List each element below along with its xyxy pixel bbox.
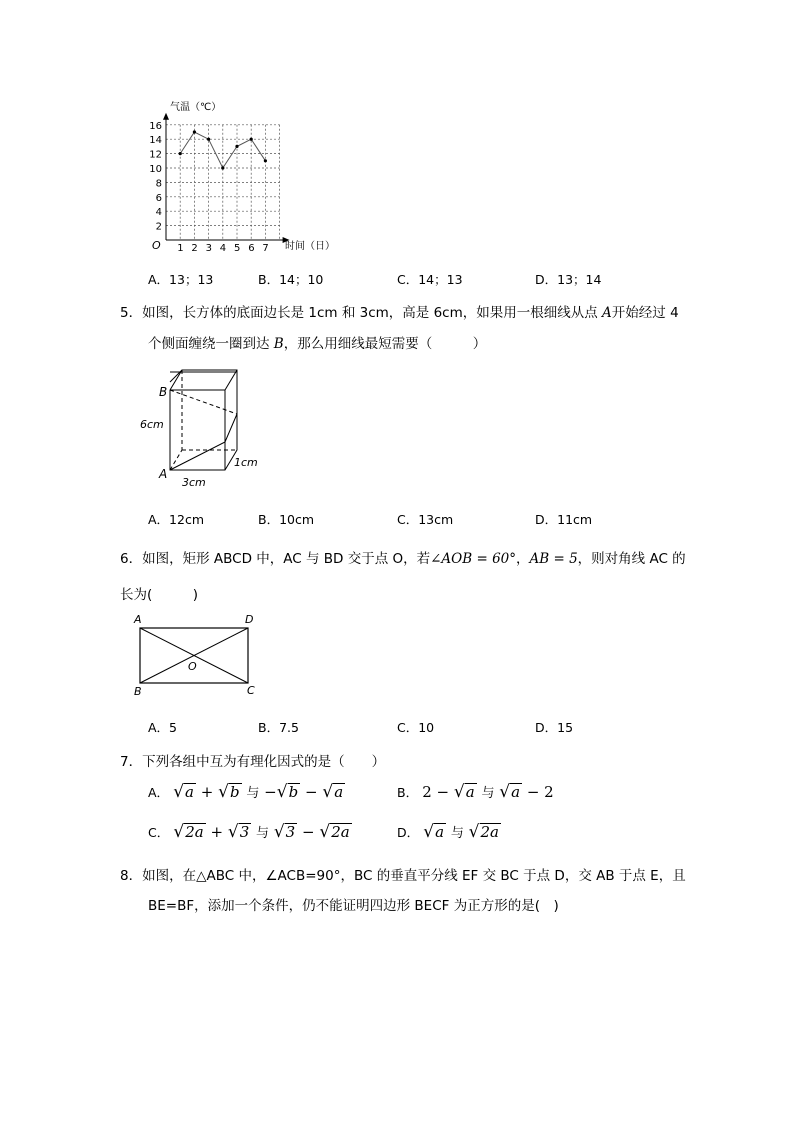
y-tick-label: 10 — [149, 164, 162, 175]
string-path-dashed — [170, 390, 237, 414]
data-point — [250, 138, 253, 141]
y-axis-arrow — [163, 113, 169, 120]
q7-option-c-expr: √2a + √3 与 √3 − √2a — [173, 822, 350, 842]
cuboid-top-right-edge — [225, 370, 237, 390]
data-point — [221, 166, 224, 169]
data-point — [264, 159, 267, 162]
data-point — [235, 145, 238, 148]
q6-text-1a: 6．如图，矩形 ABCD 中，AC 与 BD 交于点 O，若 — [120, 551, 431, 567]
q6-ab: AB = 5 — [529, 551, 578, 567]
rect-label-a: A — [134, 613, 142, 626]
temperature-line-chart — [140, 98, 340, 258]
chart-axes — [163, 113, 290, 243]
cuboid-label-a: A — [159, 467, 168, 481]
rect-label-c: C — [247, 684, 255, 697]
q8-stem-line1: 8．如图，在△ABC 中，∠ACB=90°，BC 的垂直平分线 EF 交 BC 于点 D，交 AB 于点 E，且 — [120, 868, 686, 884]
q6-option-b[interactable]: B．7.5 — [258, 720, 299, 735]
rect-label-d: D — [245, 613, 254, 626]
q5-option-b[interactable]: B．10cm — [258, 512, 315, 527]
y-tick-label: 2 — [155, 221, 162, 233]
q4-option-a[interactable]: A．13；13 — [148, 272, 214, 287]
q5-point-a: A — [602, 305, 612, 321]
q4-option-b[interactable]: B．14；10 — [258, 272, 324, 287]
x-tick-label: 3 — [205, 243, 212, 254]
cuboid-outline — [170, 370, 237, 470]
q7-option-b-expr: 2 − √a 与 √a − 2 — [422, 782, 554, 802]
q5-text-2b: ，那么用细线最短需要（ ） — [283, 336, 487, 352]
rect-label-o: O — [188, 660, 197, 673]
q6-stem-line2: 长为( ) — [120, 587, 199, 603]
data-point — [207, 138, 210, 141]
chart-x-axis-label: 时间（日） — [285, 241, 335, 252]
y-tick-label: 6 — [155, 192, 162, 204]
x-tick-label: 2 — [191, 243, 198, 254]
y-tick-label: 16 — [149, 120, 162, 132]
y-tick-label: 4 — [155, 207, 162, 219]
q6-text-1b: ，则对角线 AC 的 — [577, 551, 686, 567]
y-tick-label: 8 — [155, 178, 162, 190]
q7-option-d-label: D． — [397, 825, 420, 840]
cuboid-label-width: 3cm — [182, 476, 206, 489]
q5-option-c[interactable]: C．13cm — [397, 512, 454, 527]
q6-sep: ， — [516, 551, 530, 567]
q5-option-a[interactable]: A．12cm — [148, 512, 205, 527]
data-point — [193, 130, 196, 133]
x-tick-label: 7 — [262, 243, 269, 254]
x-tick-label: 6 — [248, 243, 255, 254]
q5-text-1b: 开始经过 4 — [611, 305, 679, 321]
q6-stem-line1 — [120, 547, 686, 567]
q7-option-c-label: C． — [148, 825, 170, 840]
q8-stem-line2: BE=BF，添加一个条件，仍不能证明四边形 BECF 为正方形的是( ) — [148, 898, 559, 914]
q5-text-2a: 个侧面缠绕一圈到达 — [148, 336, 274, 352]
q5-text-1a: 5．如图，长方体的底面边长是 1cm 和 3cm，高是 6cm，如果用一根细线从点 — [120, 305, 603, 321]
q7-option-a-label: A． — [148, 785, 170, 800]
q7-option-a-expr: √a + √b 与 −√b − √a — [173, 782, 344, 802]
data-point — [179, 152, 182, 155]
x-tick-label: 1 — [177, 243, 184, 254]
cuboid-label-b: B — [159, 385, 168, 399]
q5-stem-line2 — [148, 332, 486, 352]
x-tick-label: 4 — [219, 243, 227, 254]
q5-option-d[interactable]: D．11cm — [535, 512, 593, 527]
y-tick-label: 14 — [149, 135, 162, 147]
cuboid-figure — [140, 362, 260, 492]
q4-option-c[interactable]: C．14；13 — [397, 272, 463, 287]
q7-option-a[interactable] — [148, 782, 345, 802]
chart-origin-label: O — [152, 239, 161, 252]
cuboid-label-height: 6cm — [140, 418, 164, 431]
q6-angle: ∠AOB = 60° — [430, 551, 516, 567]
string-path-solid — [170, 414, 237, 470]
q7-option-c[interactable] — [148, 822, 352, 842]
cuboid-front-face — [170, 390, 225, 470]
q6-option-d[interactable]: D．15 — [535, 720, 574, 735]
q7-option-d[interactable] — [397, 822, 501, 842]
q7-option-b[interactable] — [397, 782, 554, 802]
q5-point-b: B — [273, 336, 284, 352]
chart-grid — [166, 125, 280, 240]
cuboid-label-depth: 1cm — [234, 456, 258, 469]
q7-stem: 7．下列各组中互为有理化因式的是（ ） — [120, 754, 386, 770]
y-tick-label: 12 — [149, 149, 162, 161]
rectangle-figure — [130, 610, 270, 700]
q4-option-d[interactable]: D．13；14 — [535, 272, 602, 287]
q7-option-d-expr: √a 与 √2a — [423, 822, 499, 842]
q5-stem-line1 — [120, 301, 679, 321]
chart-y-axis-label: 气温（℃） — [170, 102, 222, 113]
q6-option-c[interactable]: C．10 — [397, 720, 435, 735]
rect-label-b: B — [134, 685, 142, 698]
q6-option-a[interactable]: A．5 — [148, 720, 178, 735]
q7-option-b-label: B． — [397, 785, 419, 800]
x-tick-label: 5 — [234, 243, 241, 254]
